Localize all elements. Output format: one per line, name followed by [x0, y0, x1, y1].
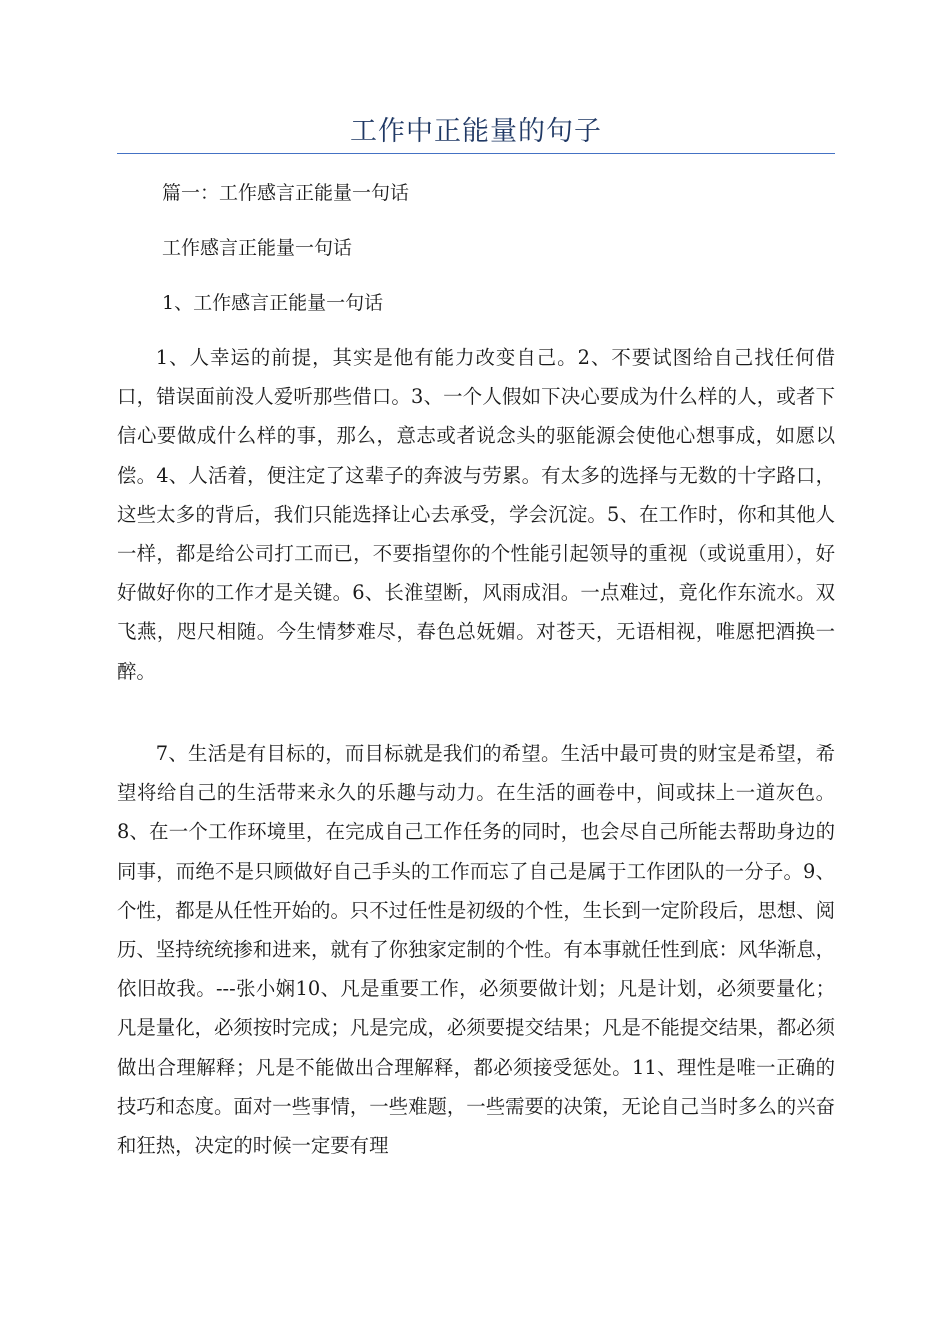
title-underline — [117, 153, 835, 154]
body-paragraph-1: 1、人幸运的前提，其实是他有能力改变自己。2、不要试图给自己找任何借口，错误面前没人爱听那些借口。3、一个人假如下决心要成为什么样的人，或者下信心要做成什么样的事，那么，意志或者说念头的驱能源会使他心想事成，如愿以偿。4、人活着，便注定了这辈子的奔波与劳累。有太多的选择与无数的十字路口，这些太多的背后，我们只能选择让心去承受，学会沉淀。5、在工作时，你和其他人一样，都是给公司打工而已，不要指望你的个性能引起领导的重视（或说重用），好好做好你的工作才是关键。6、长淮望断，风雨成泪。一点难过，竟化作东流水。双飞燕，咫尺相随。今生情梦难尽，春色总妩媚。对苍天，无语相视，唯愿把酒换一醉。 — [117, 346, 835, 683]
subheading: 工作感言正能量一句话 — [162, 237, 353, 259]
body-paragraph-2: 7、生活是有目标的，而目标就是我们的希望。生活中最可贵的财宝是希望，希望将给自己的生活带来永久的乐趣与动力。在生活的画卷中，间或抹上一道灰色。8、在一个工作环境里，在完成自己工作任务的同时，也会尽自己所能去帮助身边的同事，而绝不是只顾做好自己手头的工作而忘了自己是属于工作团队的一分子。9、个性，都是从任性开始的。只不过任性是初级的个性，生长到一定阶段后，思想、阅历、坚持统统掺和进来，就有了你独家定制的个性。有本事就任性到底：风华渐息，依旧故我。---张小娴10、凡是重要工作，必须要做计划；凡是计划，必须要量化；凡是量化，必须按时完成；凡是完成，必须要提交结果；凡是不能提交结果，都必须做出合理解释；凡是不能做出合理解释，都必须接受惩处。11、理性是唯一正确的技巧和态度。面对一些事情，一些难题，一些需要的决策，无论自己当时多么的兴奋和狂热，决定的时候一定要有理 — [117, 742, 835, 1158]
document-title: 工作中正能量的句子 — [350, 116, 602, 147]
item-heading: 1、工作感言正能量一句话 — [162, 292, 384, 314]
section-heading: 篇一：工作感言正能量一句话 — [162, 182, 410, 204]
